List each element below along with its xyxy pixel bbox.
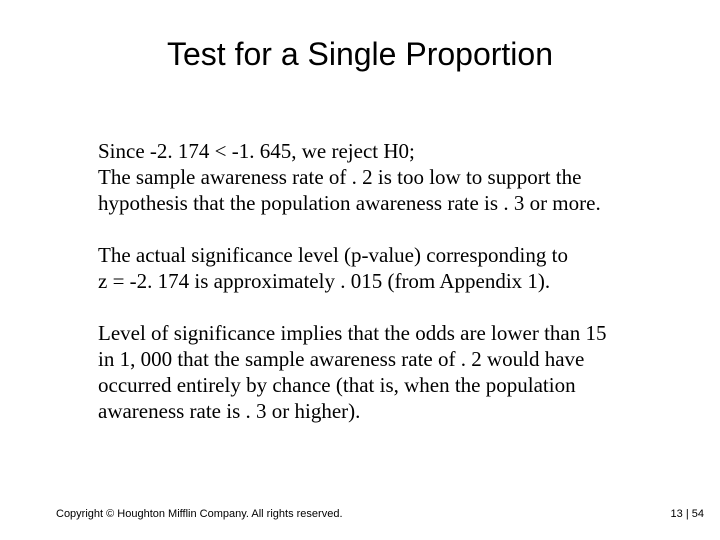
paragraph-conclusion bbox=[98, 138, 698, 216]
body-line: z = -2. 174 is approximately . 015 (from Appendix 1). bbox=[98, 269, 551, 293]
body-line: hypothesis that the population awareness rate is . 3 or more. bbox=[98, 191, 601, 215]
body-line: awareness rate is . 3 or higher). bbox=[98, 399, 361, 423]
page-number: 13 | 54 bbox=[670, 508, 704, 520]
paragraph-p-value bbox=[98, 242, 698, 294]
body-line: occurred entirely by chance (that is, when the population bbox=[98, 373, 576, 397]
body-line: The sample awareness rate of . 2 is too low to support the bbox=[98, 165, 582, 189]
body-line: The actual significance level (p-value) corresponding to bbox=[98, 243, 568, 267]
copyright-notice: Copyright © Houghton Mifflin Company. All rights reserved. bbox=[56, 508, 343, 520]
slide-title-text: Test for a Single Proportion bbox=[167, 36, 553, 72]
body-line: Since -2. 174 < -1. 645, we reject H0; bbox=[98, 139, 415, 163]
body-line: Level of significance implies that the odds are lower than 15 bbox=[98, 321, 607, 345]
slide-title bbox=[0, 36, 720, 73]
slide-body bbox=[98, 138, 698, 424]
body-line: in 1, 000 that the sample awareness rate of . 2 would have bbox=[98, 347, 585, 371]
paragraph-interpretation bbox=[98, 320, 698, 424]
